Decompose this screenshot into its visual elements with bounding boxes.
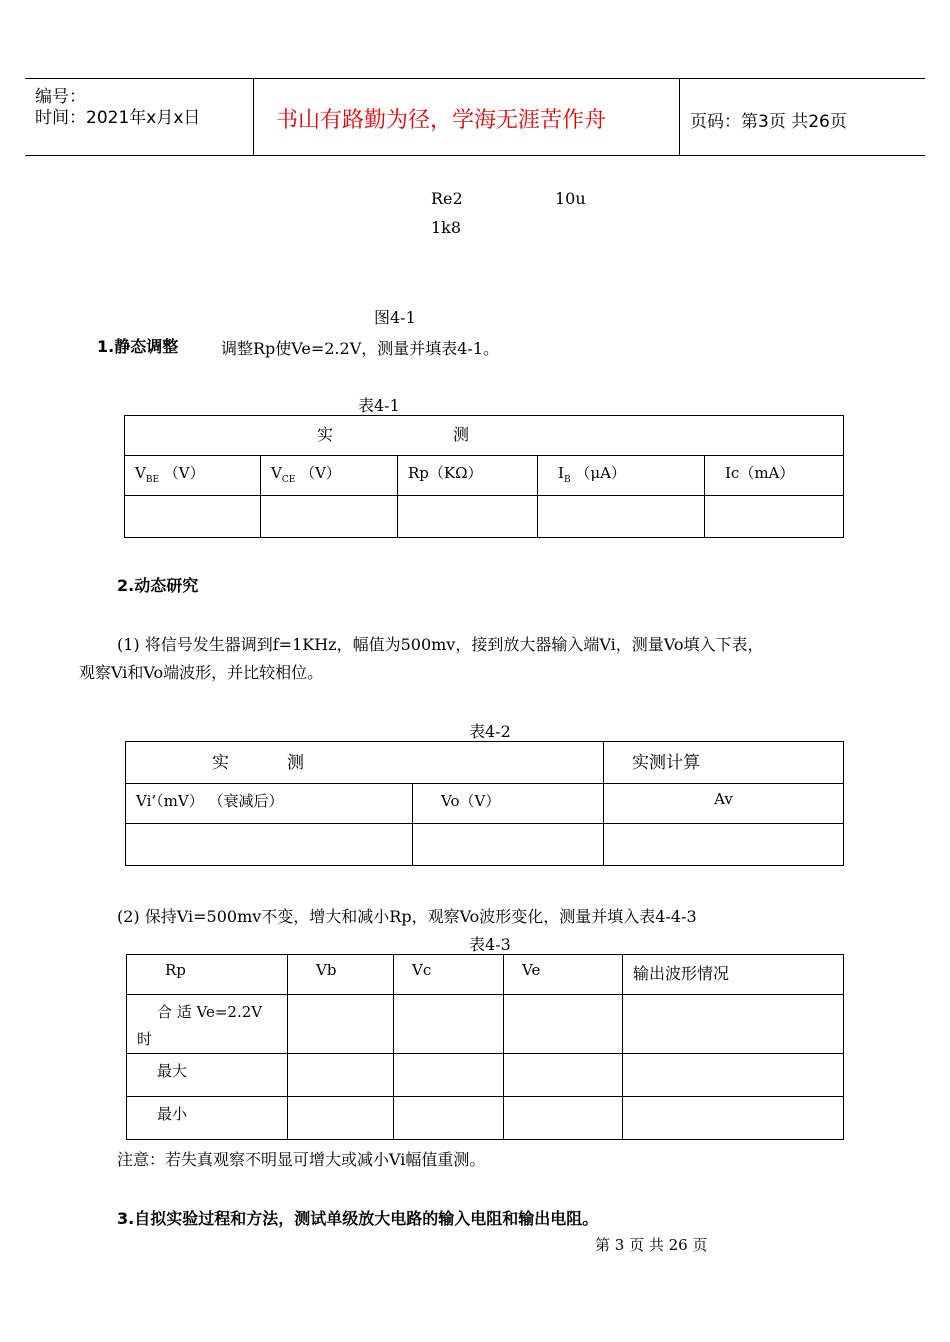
table3-row1-line2: 时 — [137, 1030, 153, 1048]
table3-cell-empty — [394, 995, 504, 1054]
table3-cell-empty — [394, 1097, 504, 1140]
header-top-rule — [25, 78, 925, 79]
table1-col-ic: Ic（mA） — [705, 456, 844, 496]
table3-header-waveform: 输出波形情况 — [623, 955, 844, 995]
table3-cell-empty — [623, 1054, 844, 1097]
section2-heading: 2.动态研究 — [117, 576, 199, 595]
table1-col-ib: $I_B$ （μA） — [538, 456, 705, 496]
table2-col-vi: Vi’（mV） （衰减后） — [126, 784, 413, 824]
table3-row2-label: 最大 — [127, 1054, 288, 1097]
table3-cell-empty — [504, 995, 623, 1054]
footer-page-number: 第 3 页 共 26 页 — [595, 1236, 708, 1254]
table2-header-measured — [126, 742, 604, 784]
table-4-2 — [125, 741, 844, 866]
header-number-label: 编号： — [35, 87, 86, 107]
table2-col-vo: Vo（V） — [413, 784, 604, 824]
table3-header-vc: Vc — [394, 955, 504, 995]
table3-row3-label: 最小 — [127, 1097, 288, 1140]
table2-cell-empty — [126, 824, 413, 866]
table1-cell-empty — [398, 496, 538, 538]
circuit-label-re2: Re2 — [431, 189, 463, 208]
table-4-1 — [124, 415, 844, 538]
table2-header-calc: 实测计算 — [604, 742, 844, 784]
table2-header-a: 实 — [212, 753, 229, 773]
section1-text: 调整Rp使Ve=2.2V，测量并填表4-1。 — [221, 339, 500, 358]
header-bottom-rule — [25, 155, 925, 156]
table3-cell-empty — [504, 1097, 623, 1140]
table1-col-rp: Rp（KΩ） — [398, 456, 538, 496]
table2-header-b: 测 — [287, 753, 304, 773]
section2-para1-line1: (1) 将信号发生器调到f=1KHz，幅值为500mv，接到放大器输入端Vi，测量Vo填入下表， — [117, 635, 764, 654]
note-text: 注意：若失真观察不明显可增大或减小Vi幅值重测。 — [117, 1150, 486, 1169]
section2-para1-line2: 观察Vi和Vo端波形，并比较相位。 — [79, 663, 324, 682]
table3-cell-empty — [504, 1054, 623, 1097]
table2-cell-empty — [413, 824, 604, 866]
table-4-3 — [126, 954, 844, 1140]
table1-caption: 表4-1 — [358, 396, 400, 415]
header-motto: 书山有路勤为径，学海无涯苦作舟 — [276, 108, 607, 133]
table3-header-ve: Ve — [504, 955, 623, 995]
table1-cell-empty — [705, 496, 844, 538]
figure-caption: 图4-1 — [374, 308, 416, 327]
circuit-label-1k8: 1k8 — [431, 218, 462, 237]
circuit-label-10u: 10u — [555, 189, 586, 208]
header-divider-left — [253, 78, 254, 155]
table3-cell-empty — [623, 995, 844, 1054]
table3-caption: 表4-3 — [469, 935, 511, 954]
table3-cell-empty — [288, 1054, 394, 1097]
table1-cell-empty — [125, 496, 261, 538]
section1-heading: 1.静态调整 — [97, 337, 179, 356]
table1-cell-empty — [261, 496, 398, 538]
table1-header-a: 实 — [317, 425, 334, 444]
section2-para2: (2) 保持Vi=500mv不变，增大和减小Rp，观察Vo波形变化，测量并填入表4-4-3 — [117, 907, 697, 926]
section3-heading: 3.自拟实验过程和方法，测试单级放大电路的输入电阻和输出电阻。 — [117, 1209, 599, 1228]
table3-row1-label — [127, 995, 288, 1054]
header-divider-right — [679, 78, 680, 155]
table1-header-cell — [125, 416, 844, 456]
table3-row1-line1: 合 适 Ve=2.2V — [157, 1003, 263, 1021]
table2-cell-empty — [604, 824, 844, 866]
table2-col-av: Av — [604, 784, 844, 824]
table3-cell-empty — [623, 1097, 844, 1140]
table2-caption: 表4-2 — [469, 722, 511, 741]
table3-cell-empty — [394, 1054, 504, 1097]
table1-header-b: 测 — [453, 425, 470, 444]
table1-cell-empty — [538, 496, 705, 538]
table3-header-rp: Rp — [127, 955, 288, 995]
header-page-info: 页码：第3页 共26页 — [690, 112, 847, 132]
table1-col-vbe: $V_{BE}$ （V） — [125, 456, 261, 496]
header-time-label: 时间：2021年x月x日 — [35, 108, 201, 128]
table3-cell-empty — [288, 1097, 394, 1140]
table1-col-vce: $V_{CE}$ （V） — [261, 456, 398, 496]
table3-header-vb: Vb — [288, 955, 394, 995]
table3-cell-empty — [288, 995, 394, 1054]
